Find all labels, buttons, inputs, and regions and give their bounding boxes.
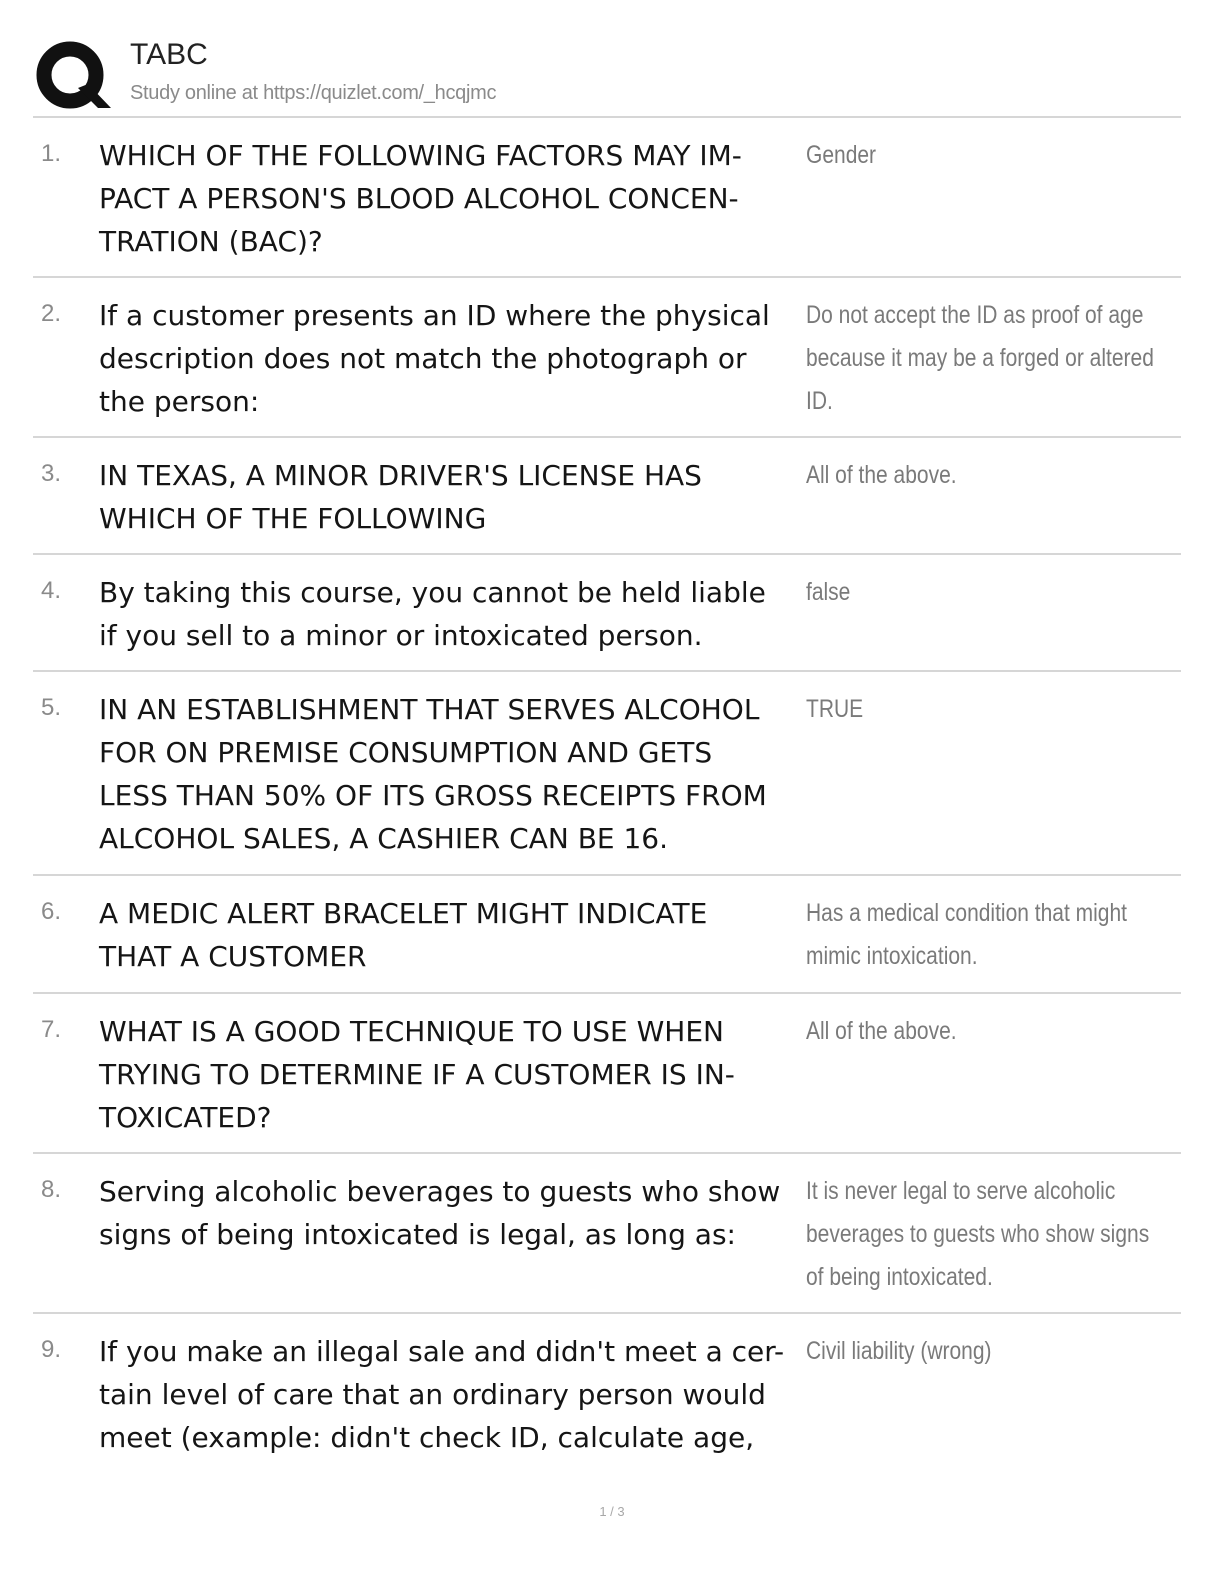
card-number: 7. xyxy=(41,1016,62,1043)
card-definition: Has a medical condition that might mimic intoxication. xyxy=(806,899,1128,970)
card-definition: It is never legal to serve alcoholic beverages to guests who show signs of being intoxicated. xyxy=(806,1177,1150,1291)
page-title: TABC xyxy=(130,38,208,71)
card-item xyxy=(33,876,1181,994)
card-item xyxy=(33,555,1181,672)
card-term: If you make an illegal sale and didn't meet a cer- tain level of care that an ordinary person would meet (example: didn't check ID, calculate age, xyxy=(99,1335,785,1454)
card-number: 9. xyxy=(41,1336,62,1363)
card-definition: Do not accept the ID as proof of age because it may be a forged or altered ID. xyxy=(806,301,1154,415)
page-header xyxy=(30,30,1180,116)
card-term: IN TEXAS, A MINOR DRIVER'S LICENSE HAS WHICH OF THE FOLLOWING xyxy=(99,459,702,535)
card-item xyxy=(33,278,1181,438)
page-number: 1 / 3 xyxy=(599,1504,625,1519)
card-term: WHAT IS A GOOD TECHNIQUE TO USE WHEN TRYING TO DETERMINE IF A CUSTOMER IS IN- TOXICATED? xyxy=(99,1015,735,1134)
card-number: 3. xyxy=(41,460,62,487)
card-term: If a customer presents an ID where the physical description does not match the photograph or the person: xyxy=(99,299,770,418)
card-term: Serving alcoholic beverages to guests who show signs of being intoxicated is legal, as long as: xyxy=(99,1175,781,1251)
card-definition: TRUE xyxy=(806,695,864,723)
card-definition: false xyxy=(806,578,851,606)
card-term: By taking this course, you cannot be held liable if you sell to a minor or intoxicated person. xyxy=(99,576,766,652)
card-number: 1. xyxy=(41,140,62,167)
card-item xyxy=(33,1314,1181,1464)
card-term: A MEDIC ALERT BRACELET MIGHT INDICATE THAT A CUSTOMER xyxy=(99,897,708,973)
card-item xyxy=(33,118,1181,278)
card-term: WHICH OF THE FOLLOWING FACTORS MAY IM- PACT A PERSON'S BLOOD ALCOHOL CONCEN- TRATION (BAC)? xyxy=(99,139,742,258)
card-definition: Civil liability (wrong) xyxy=(806,1337,992,1365)
card-definition: All of the above. xyxy=(806,461,957,489)
card-list xyxy=(33,118,1181,1464)
card-term: IN AN ESTABLISHMENT THAT SERVES ALCOHOL FOR ON PREMISE CONSUMPTION AND GETS LESS THAN 50% OF ITS GROSS RECEIPTS FROM ALCOHOL SALES, A CASHIER CAN BE 16. xyxy=(99,693,767,855)
study-online-link[interactable]: Study online at https://quizlet.com/_hcqjmc xyxy=(130,82,497,104)
card-definition: Gender xyxy=(806,141,877,169)
card-item xyxy=(33,994,1181,1154)
card-item xyxy=(33,672,1181,876)
card-number: 4. xyxy=(41,577,62,604)
card-number: 8. xyxy=(41,1176,62,1203)
card-item xyxy=(33,438,1181,555)
quizlet-logo-icon xyxy=(32,36,112,116)
card-definition: All of the above. xyxy=(806,1017,957,1045)
card-number: 5. xyxy=(41,694,62,721)
card-number: 6. xyxy=(41,898,62,925)
card-number: 2. xyxy=(41,300,62,327)
card-item xyxy=(33,1154,1181,1314)
